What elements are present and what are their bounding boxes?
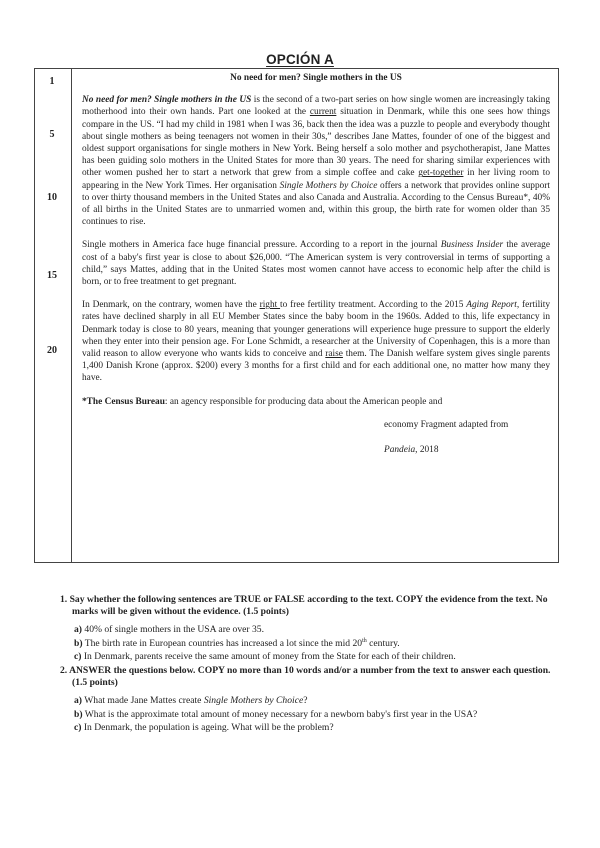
article-paragraph-1: No need for men? Single mothers in the US is the second of a two-part series on how single women are increasingly taking motherhood into their own hands. Part one looked at the current situation in Denmark, while this one sees how things compare in the US. “I had my child in 1981 when I was 36, back then the idea was a puzzle to people and everybody thought about single mothers as being teenagers not women in their 30s,” describes Jane Mattes, founder of one of the biggest and oldest support organisations for single mothers in New York. Being herself a solo mother and psychotherapist, Jane Mattes has been guiding solo mothers in the United States for more than 30 years. The need for sharing similar experiences with other women pushed her to start a network that grew from a simple coffee and cake get-together in her living room to appearing in the New York Times. Her organisation Single Mothers by Choice offers a network that provides online support to over thirty thousand members in the United States and also Canada and Australia. According to the Census Bureau*, 40% of all births in the United States are to unmarried women and, within this group, the birth rate for women older than 35 continues to rise. <box>82 95 551 228</box>
question-2c: c) In Denmark, the population is ageing. What will be the problem? <box>74 722 334 734</box>
underlined-word-get-together: get-together <box>418 168 464 179</box>
question-2b: b) What is the approximate total amount of money necessary for a newborn baby's first year in the USA? <box>74 708 478 720</box>
footnote: *The Census Bureau: an agency responsible for producing data about the American people and <box>82 396 443 407</box>
question-1c: c) In Denmark, parents receive the same amount of money from the State for each of their children. <box>74 651 456 663</box>
question-2-heading: 2. ANSWER the questions below. COPY no more than 10 words and/or a number from the text to answer each question. (1.5 points) <box>60 664 551 688</box>
underlined-word-raise: raise <box>325 349 343 360</box>
source-line: economy Fragment adapted from <box>384 419 509 430</box>
line-number-10: 10 <box>47 192 57 203</box>
journal-name: Business Insider <box>440 240 504 251</box>
question-1b: b) The birth rate in European countries has increased a lot since the mid 20th century. <box>74 637 400 649</box>
line-number-15: 15 <box>47 270 57 281</box>
line-number-divider <box>71 68 72 563</box>
underlined-word-current: current <box>309 107 337 118</box>
line-number-5: 5 <box>49 129 55 140</box>
question-1a: a) 40% of single mothers in the USA are over 35. <box>74 624 264 636</box>
organisation-name: Single Mothers by Choice <box>279 180 378 191</box>
question-2a: a) What made Jane Mattes create Single Mothers by Choice? <box>74 695 308 707</box>
section-heading: OPCIÓN A <box>266 52 334 67</box>
question-2-items <box>74 695 560 734</box>
questions <box>60 594 560 736</box>
article-paragraph-3: In Denmark, on the contrary, women have the right to free fertility treatment. According to the 2015 Aging Report, fertility rates have declined sharply in all EU Member States since the baby boom in the 1960s. Added to this, life expectancy in Denmark today is close to 80 years, meaning that younger generations will experience huge pressure to support the elderly when they enter into their pension age. For Lone Schmidt, a researcher at the University of Copenhagen, this is a more than valid reason to allow everyone who wants kids to conceive and raise them. The Danish welfare system gives single parents 1,400 Danish Krone (approx. $200) every 3 months for a first child and for each additional one, no matter how many they have. <box>82 300 551 384</box>
article-lead-title: No need for men? Single mothers in the US <box>82 95 252 106</box>
footnote-term: *The Census Bureau <box>82 396 165 407</box>
source-citation: Pandeia, 2018 <box>384 445 439 456</box>
line-number-1: 1 <box>49 76 55 87</box>
article-paragraph-2: Single mothers in America face huge financial pressure. According to a report in the journal Business Insider the average cost of a baby's first year is close to about $26,000. “The American system is very controversial in terms of supporting a child,” says Mattes, adding that in the United States most women cannot have access to economic help after the child is born, or to free treatment to get pregnant. <box>82 240 550 288</box>
line-number-20: 20 <box>47 345 57 356</box>
report-name: Aging Report <box>466 300 517 311</box>
article <box>82 72 550 456</box>
underlined-word-right: right <box>259 300 281 311</box>
question-1-heading: 1. Say whether the following sentences are TRUE or FALSE according to the text. COPY the evidence from the text. No marks will be given without the evidence. (1.5 points) <box>60 594 548 617</box>
source-publication: Pandeia <box>384 445 416 456</box>
question-1-items <box>74 624 560 663</box>
article-title: No need for men? Single mothers in the US <box>230 73 402 83</box>
